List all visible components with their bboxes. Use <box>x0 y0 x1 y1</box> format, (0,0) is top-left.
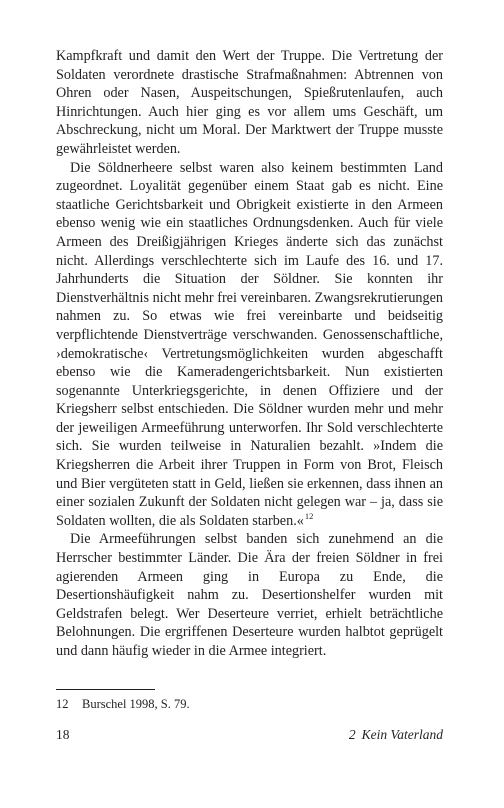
footnote-divider <box>56 689 155 690</box>
footnote <box>56 696 190 712</box>
page-number: 18 <box>56 727 70 742</box>
footnote-number: 12 <box>56 697 69 711</box>
chapter-number: 2 <box>348 727 356 742</box>
paragraph-2-text: Die Söldnerheere selbst waren also keinem bestimmten Land zugeordnet. Loyalität gegenüber einem Staat gab es nicht. Eine staatliche Gerichtsbarkeit und Obrigkeit existierte in den Armeen ebenso wenig wie ein staatliches Ordnungsdenken. Auch für viele Armeen des Dreißigjährigen Krieges änderte sich das zunächst nicht. Allerdings verschlechterte sich im Laufe des 16. und 17. Jahrhunderts die Situation der Söldner. Sie konnten ihr Dienstverhältnis nicht mehr frei vereinbaren. Zwangsrekrutierungen nahmen zu. So etwas wie frei vereinbarte und beidseitig verpflichtende Dienstverträge verschwanden. Genossenschaftliche, ›demokratische‹ Vertretungsmöglichkeiten wurden abgeschafft ebenso wie die Kameradengerichtsbarkeit. Nun existierten sogenannte Unterkriegsgerichte, in denen Offiziere und der Kriegsherr selbst entschieden. Die Söldner wurden mehr und mehr der jeweiligen Armeeführung unterworfen. Ihr Sold verschlechterte sich. Sie wurden teilweise in Naturalien bezahlt. »Indem die Kriegsherren die Arbeit ihrer Truppen in Form von Brot, Fleisch und Bier vergüteten statt in Geld, ließen sie erkennen, dass ihnen an einer sozialen Zukunft der Soldaten nicht gelegen war – ja, dass sie Soldaten wollten, die als Soldaten starben.« <box>56 159 443 529</box>
running-head <box>349 727 443 743</box>
footnote-text: Burschel 1998, S. 79. <box>82 697 190 711</box>
chapter-title: Kein Vaterland <box>361 727 443 742</box>
paragraph-1 <box>56 47 443 159</box>
paragraph-2 <box>56 159 443 531</box>
paragraph-1-text: Kampfkraft und damit den Wert der Truppe. Die Vertretung der Soldaten verordnete drastische Strafmaßnahmen: Abtrennen von Ohren oder Nasen, Auspeitschungen, Spießrutenlaufen, auch Hinrichtungen. Auch hier ging es vor allem ums Geschäft, um Abschreckung, nicht um Moral. Der Marktwert der Truppe musste gewährleistet werden. <box>56 48 443 157</box>
footnote-reference[interactable]: 12 <box>304 510 314 521</box>
body-text <box>56 47 443 661</box>
paragraph-3 <box>56 530 443 660</box>
paragraph-3-text: Die Armeeführungen selbst banden sich zunehmend an die Herrscher bestimmter Länder. Die Ära der freien Söldner in frei agierenden Armeen ging in Europa zu Ende, die Desertionshäufigkeit nahm zu. Desertionshelfer wurden mit Geldstrafen belegt. Wer Deserteure verriet, erhielt beträchtliche Belohnungen. Die ergriffenen Deserteure wurden halbtot geprügelt und dann häufig wieder in die Armee integriert. <box>56 531 443 659</box>
